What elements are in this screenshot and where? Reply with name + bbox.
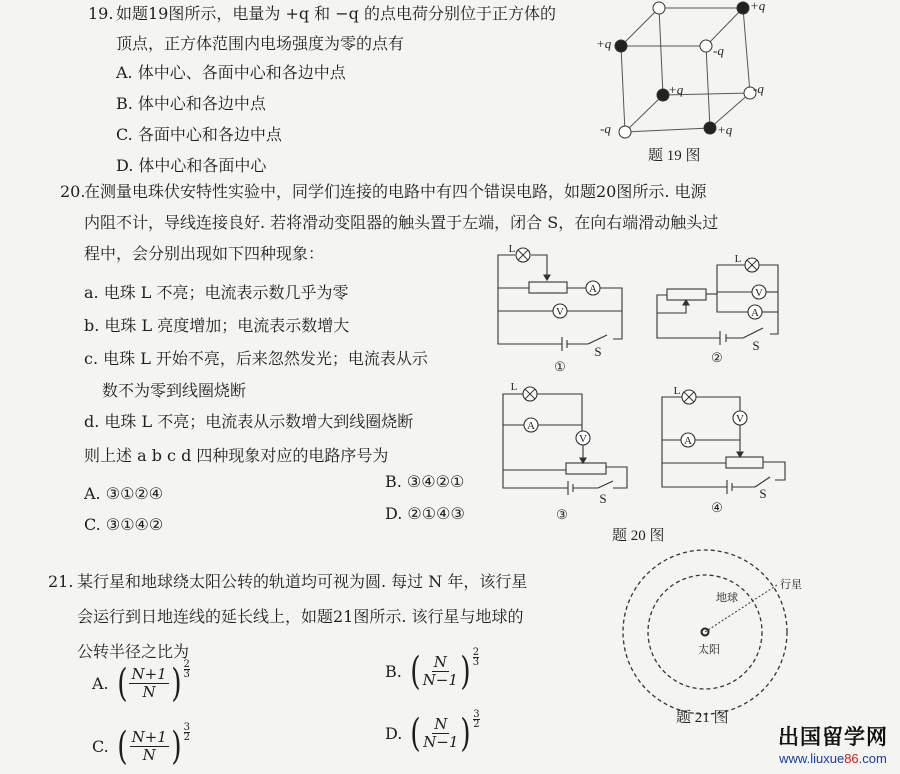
figure-21-caption: 题 21 图: [676, 710, 729, 726]
q19-option-c: C. 各面中心和各边中点: [116, 125, 282, 144]
circuit-2: [657, 265, 778, 345]
q20-phenomenon-c-cont: 数不为零到线圈烧断: [102, 381, 247, 400]
charge-label: +q: [750, 0, 766, 13]
q19-stem-line1: 如题19图所示，电量为 +q 和 −q 的点电荷分别位于正方体的: [116, 4, 557, 23]
q21-option-b: B. ( $\frac{N}{N-1}$ ) $\frac{2}{3}$: [385, 647, 480, 693]
switch-label: S: [759, 486, 767, 501]
voltmeter-label: V: [736, 413, 744, 425]
charge-positive: [615, 40, 627, 52]
switch-label: S: [599, 491, 607, 506]
q19-stem-line2: 顶点，正方体范围内电场强度为零的点有: [116, 34, 405, 53]
exponent-num: 2: [183, 659, 190, 670]
site-logo-name: 出国留学网: [778, 725, 888, 749]
exponent-num: 3: [473, 709, 480, 720]
q20-phenomenon-c: c. 电珠 L 开始不亮，后来忽然发光；电流表从示: [84, 349, 428, 368]
earth-label: 地球: [716, 592, 738, 604]
denominator: N: [142, 745, 156, 764]
q20-stem-line2: 内阻不计，导线连接良好. 若将滑动变阻器的触头置于左端，闭合 S，在向右端滑动触头过: [84, 213, 719, 232]
denominator: N−1: [422, 670, 458, 689]
q20-phenomenon-a: a. 电珠 L 不亮；电流表示数几乎为零: [84, 283, 349, 302]
q20-phenomenon-b: b. 电珠 L 亮度增加；电流表示数增大: [84, 316, 350, 335]
charge-label: -q: [713, 43, 724, 58]
switch-label: S: [594, 344, 602, 359]
q20-stem-line1: 在测量电珠伏安特性实验中，同学们连接的电路中有四个错误电路，如题20图所示. 电源: [84, 182, 707, 201]
ammeter-label: A: [527, 420, 535, 432]
ammeter-label: A: [684, 435, 692, 447]
q19-number: 19.: [88, 4, 114, 23]
exponent-den: 3: [472, 657, 480, 668]
voltmeter-label: V: [579, 433, 587, 445]
denominator: N−1: [423, 732, 459, 751]
q21-stem-line1: 某行星和地球绕太阳公转的轨道均可视为圆. 每过 N 年，该行星: [77, 572, 528, 591]
q20-option-b: B. ③④②①: [385, 472, 465, 491]
q20-phenomenon-d: d. 电珠 L 不亮；电流表从示数增大到线圈烧断: [84, 412, 414, 431]
circuit-1: [498, 255, 622, 351]
charge-label: -q: [600, 121, 611, 136]
charge-negative: [619, 126, 631, 138]
ammeter-label: A: [751, 307, 759, 319]
q21-stem-line3: 公转半径之比为: [77, 642, 190, 661]
circuit-3: [503, 394, 627, 495]
exponent-num: 3: [183, 722, 191, 733]
numerator: N+1: [131, 664, 167, 683]
charge-label: +q: [668, 82, 684, 97]
circuit-4: [662, 397, 785, 494]
numerator: N+1: [131, 727, 167, 746]
lamp-label: L: [510, 381, 518, 393]
ammeter-label: A: [589, 283, 597, 295]
circuit-number: ①: [554, 359, 566, 374]
circuit-number: ②: [711, 350, 723, 365]
lamp-label: L: [673, 385, 681, 397]
q21-number: 21.: [48, 572, 74, 591]
charge-label: +q: [596, 36, 612, 51]
charge-label: +q: [717, 122, 733, 137]
numerator: N: [433, 652, 447, 671]
q20-stem-line3: 程中，会分别出现如下四种现象：: [84, 244, 325, 263]
option-label: A.: [92, 673, 109, 693]
denominator: N: [142, 682, 156, 701]
q20-option-d: D. ②①④③: [385, 504, 465, 523]
exponent-den: 3: [183, 669, 190, 680]
sun-label: 太阳: [698, 644, 720, 656]
charge-negative: [653, 2, 665, 14]
exponent-den: 2: [183, 732, 191, 743]
option-label: C.: [92, 736, 109, 756]
figure-19-caption: 题 19 图: [648, 148, 701, 164]
q20-prompt: 则上述 a b c d 四种现象对应的电路序号为: [84, 446, 389, 465]
q21-option-a: A. ( $\frac{N+1}{N}$ ) $\frac{2}{3}$: [92, 659, 190, 705]
charge-positive: [704, 122, 716, 134]
option-label: D.: [385, 723, 403, 743]
site-logo: [778, 721, 888, 766]
q19-option-a: A. 体中心、各面中心和各边中点: [116, 63, 346, 82]
circuit-number: ③: [556, 507, 568, 522]
charge-negative: [700, 40, 712, 52]
switch-label: S: [752, 338, 760, 353]
numerator: N: [434, 714, 448, 733]
voltmeter-label: V: [755, 287, 763, 299]
q21-option-d: D. ( $\frac{N}{N-1}$ ) $\frac{3}{2}$: [385, 709, 480, 755]
q19-option-b: B. 体中心和各边中点: [116, 94, 266, 113]
q21-option-c: C. ( $\frac{N+1}{N}$ ) $\frac{3}{2}$: [92, 722, 191, 768]
option-label: B.: [385, 661, 402, 681]
figure-20-caption: 题 20 图: [612, 528, 665, 544]
exponent-den: 2: [473, 719, 480, 730]
q19-option-d: D. 体中心和各面中心: [116, 156, 267, 175]
circuit-number: ④: [711, 500, 723, 515]
lamp-label: L: [734, 253, 742, 265]
lamp-label: L: [508, 243, 516, 255]
q20-option-c: C. ③①④②: [84, 515, 164, 534]
q21-stem-line2: 会运行到日地连线的延长线上，如题21图所示. 该行星与地球的: [77, 607, 524, 626]
charge-label: -q: [753, 81, 764, 96]
q20-option-a: A. ③①②④: [84, 484, 164, 503]
planet-label: 行星: [780, 579, 802, 591]
q20-number: 20.: [60, 182, 86, 201]
site-logo-url: www.liuxue86.com: [779, 751, 887, 766]
charge-positive: [737, 2, 749, 14]
exponent-num: 2: [472, 647, 480, 658]
voltmeter-label: V: [556, 306, 564, 318]
